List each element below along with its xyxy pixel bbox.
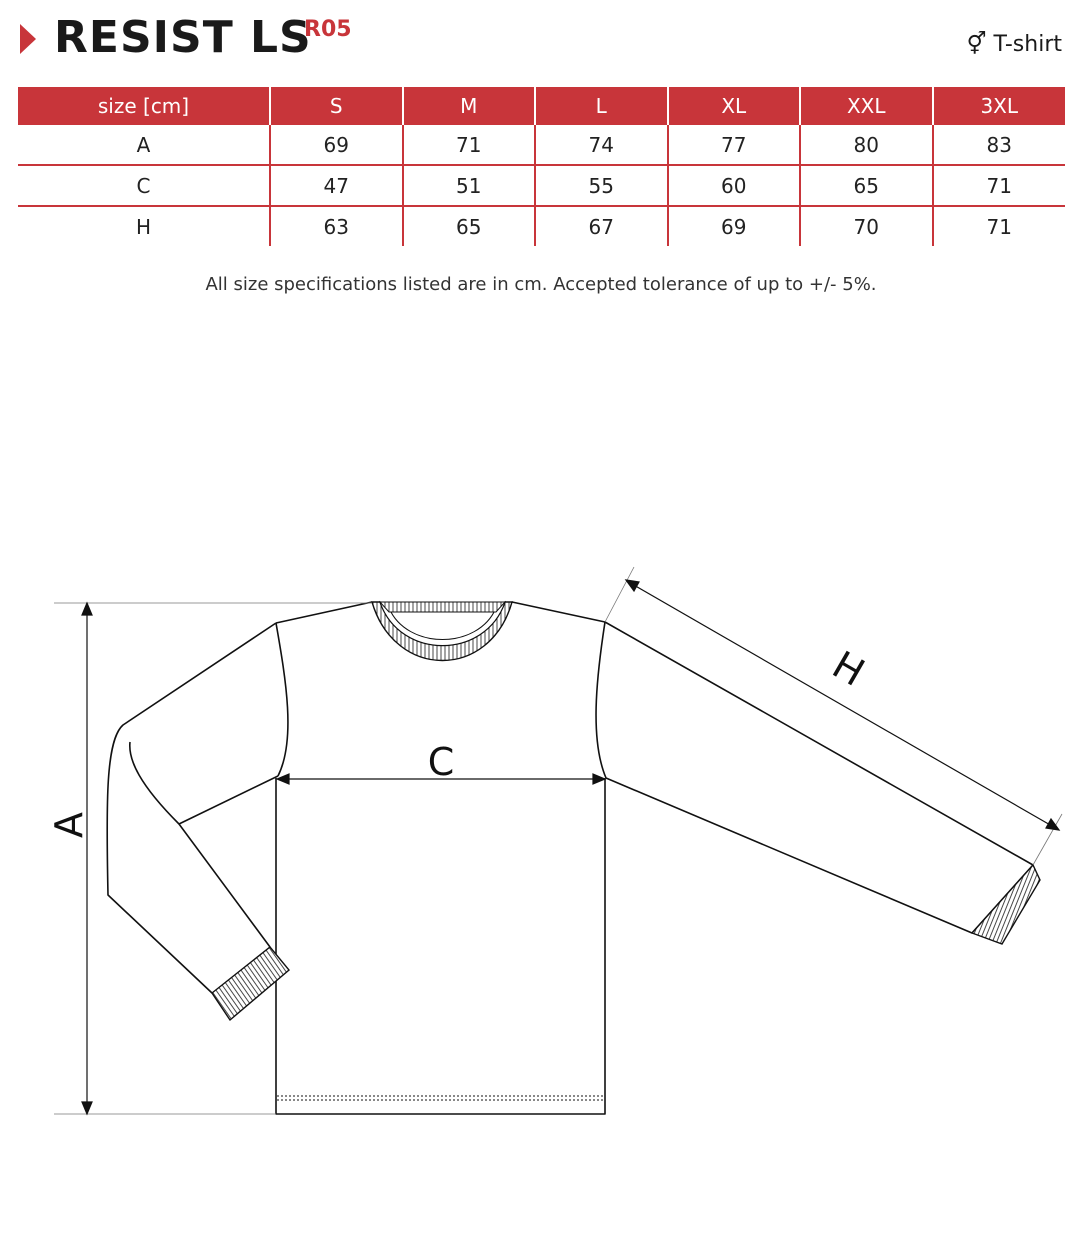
column-header: size [cm] (18, 87, 270, 125)
category-label: T-shirt (993, 32, 1062, 57)
table-cell: 69 (668, 206, 801, 246)
table-cell: 47 (270, 165, 403, 206)
table-cell: 65 (403, 206, 536, 246)
dimension-a-label: A (47, 812, 91, 838)
table-cell: 51 (403, 165, 536, 206)
column-header: L (535, 87, 668, 125)
row-label: A (18, 125, 270, 165)
table-cell: 71 (403, 125, 536, 165)
table-cell: 74 (535, 125, 668, 165)
table-cell: 60 (668, 165, 801, 206)
row-label: H (135, 214, 152, 239)
row-label: C (18, 165, 270, 206)
product-title: RESIST LS (54, 12, 312, 63)
tolerance-note: All size specifications listed are in cm. Accepted tolerance of up to +/- 5%. (205, 274, 877, 295)
table-cell: 65 (800, 165, 933, 206)
table-cell: 55 (535, 165, 668, 206)
table-cell: 71 (933, 206, 1066, 246)
left-cuff (212, 947, 289, 1020)
unisex-icon: ⚥ (966, 32, 987, 57)
table-cell: 70 (800, 206, 933, 246)
dimension-c-label: C (427, 740, 455, 784)
column-header: XXL (800, 87, 933, 125)
column-header: S (270, 87, 403, 125)
table-cell: 67 (535, 206, 668, 246)
table-cell: 80 (800, 125, 933, 165)
right-cuff (972, 865, 1040, 944)
table-cell: 71 (933, 165, 1066, 206)
collar-back-rib (380, 602, 505, 612)
table-cell: 77 (668, 125, 801, 165)
column-header: 3XL (933, 87, 1066, 125)
table-cell: 83 (933, 125, 1066, 165)
dimension-h (605, 567, 1062, 865)
column-header: M (403, 87, 536, 125)
product-code: R05 (304, 17, 352, 42)
dimension-a (54, 603, 372, 1114)
column-header: XL (668, 87, 801, 125)
dimension-h-label: H (825, 642, 872, 695)
table-cell: 69 (270, 125, 403, 165)
sweater-outline (107, 602, 1033, 1114)
table-cell: 63 (270, 206, 403, 246)
